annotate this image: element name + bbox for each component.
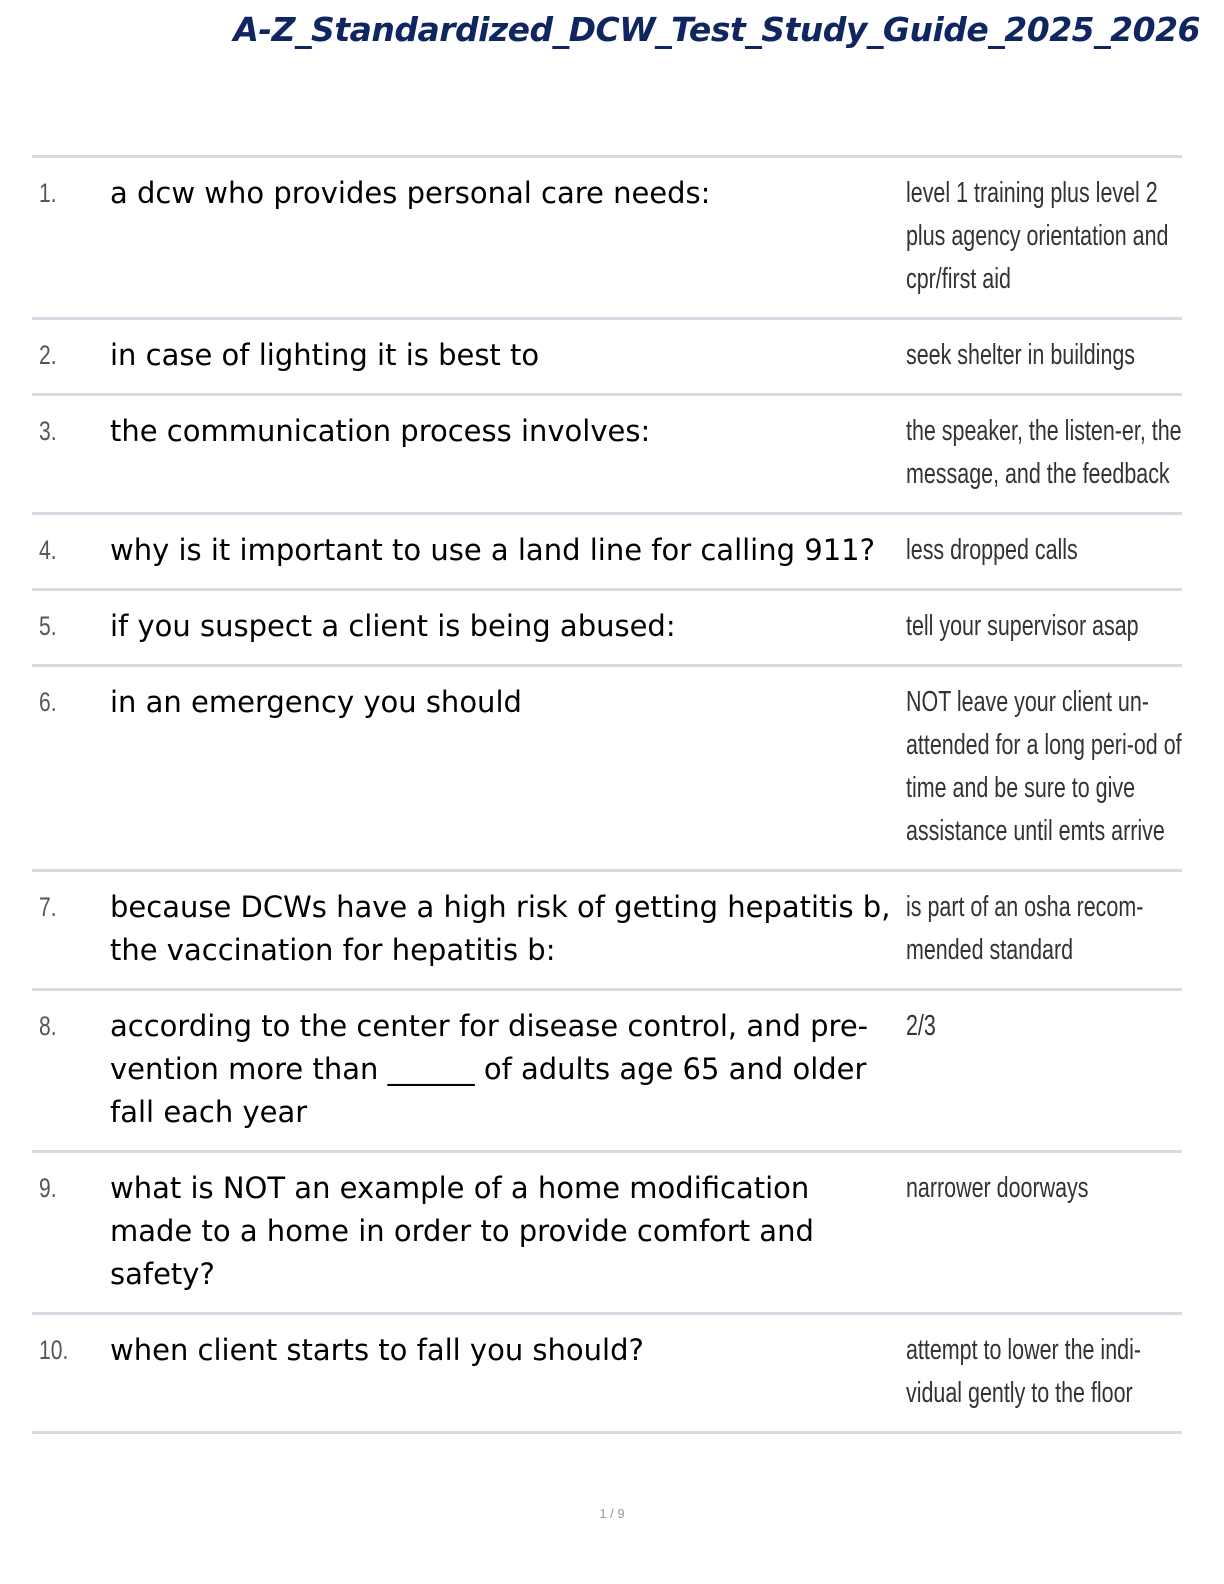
answer-cell [906,1314,1182,1433]
row-number: 9. [39,1173,57,1203]
table-row [32,590,1182,666]
question-text: if you suspect a client is being abused: [110,609,676,643]
answer-cell [906,871,1182,990]
row-number: 7. [39,892,57,922]
question-text: according to the center for disease control, and pre-vention more than ______ of adults age 65 and older fall each year [110,1009,869,1129]
document-title: A-Z_Standardized_DCW_Test_Study_Guide_2025_2026 [233,10,1200,49]
question-text: a dcw who provides personal care needs: [110,176,711,210]
answer-text: 2/3 [906,1010,936,1042]
answer-text: is part of an osha recom-mended standard [906,891,1144,966]
table-row [32,1152,1182,1314]
table-row [32,990,1182,1152]
question-text: the communication process involves: [110,414,651,448]
table-row [32,157,1182,319]
table-row [32,666,1182,871]
question-text: what is NOT an example of a home modification made to a home in order to provide comfort and safety? [110,1171,814,1291]
question-text: because DCWs have a high risk of getting hepatitis b, the vaccination for hepatitis b: [110,890,891,967]
page-indicator: 1 / 9 [599,1506,625,1521]
answer-cell [906,395,1182,514]
answer-text: seek shelter in buildings [906,339,1136,371]
table-row [32,871,1182,990]
question-text: in case of lighting it is best to [110,338,540,372]
row-number: 5. [39,611,57,641]
answer-cell [906,157,1182,319]
row-number: 10. [39,1335,69,1365]
answer-cell [906,319,1182,395]
row-number: 2. [39,340,57,370]
answer-cell [906,1152,1182,1314]
answer-text: NOT leave your client un-attended for a long peri-od of time and be sure to give assistance until emts arrive [906,686,1182,847]
answer-text: tell your supervisor asap [906,610,1139,642]
answer-cell [906,514,1182,590]
row-number: 4. [39,535,57,565]
answer-text: level 1 training plus level 2 plus agency orientation and cpr/first aid [906,177,1169,295]
table-row [32,395,1182,514]
answer-cell [906,590,1182,666]
answer-cell [906,666,1182,871]
answer-cell [906,990,1182,1152]
table-row [32,1314,1182,1433]
row-number: 8. [39,1011,57,1041]
question-text: when client starts to fall you should? [110,1333,644,1367]
study-guide-table [32,155,1182,1434]
answer-text: narrower doorways [906,1172,1089,1204]
row-number: 6. [39,687,57,717]
row-number: 3. [39,416,57,446]
question-text: in an emergency you should [110,685,522,719]
question-text: why is it important to use a land line for calling 911? [110,533,875,567]
answer-text: the speaker, the listen-er, the message, and the feedback [906,415,1182,490]
row-number: 1. [39,178,57,208]
answer-text: less dropped calls [906,534,1078,566]
table-row [32,319,1182,395]
answer-text: attempt to lower the indi-vidual gently to the floor [906,1334,1141,1409]
table-row [32,514,1182,590]
